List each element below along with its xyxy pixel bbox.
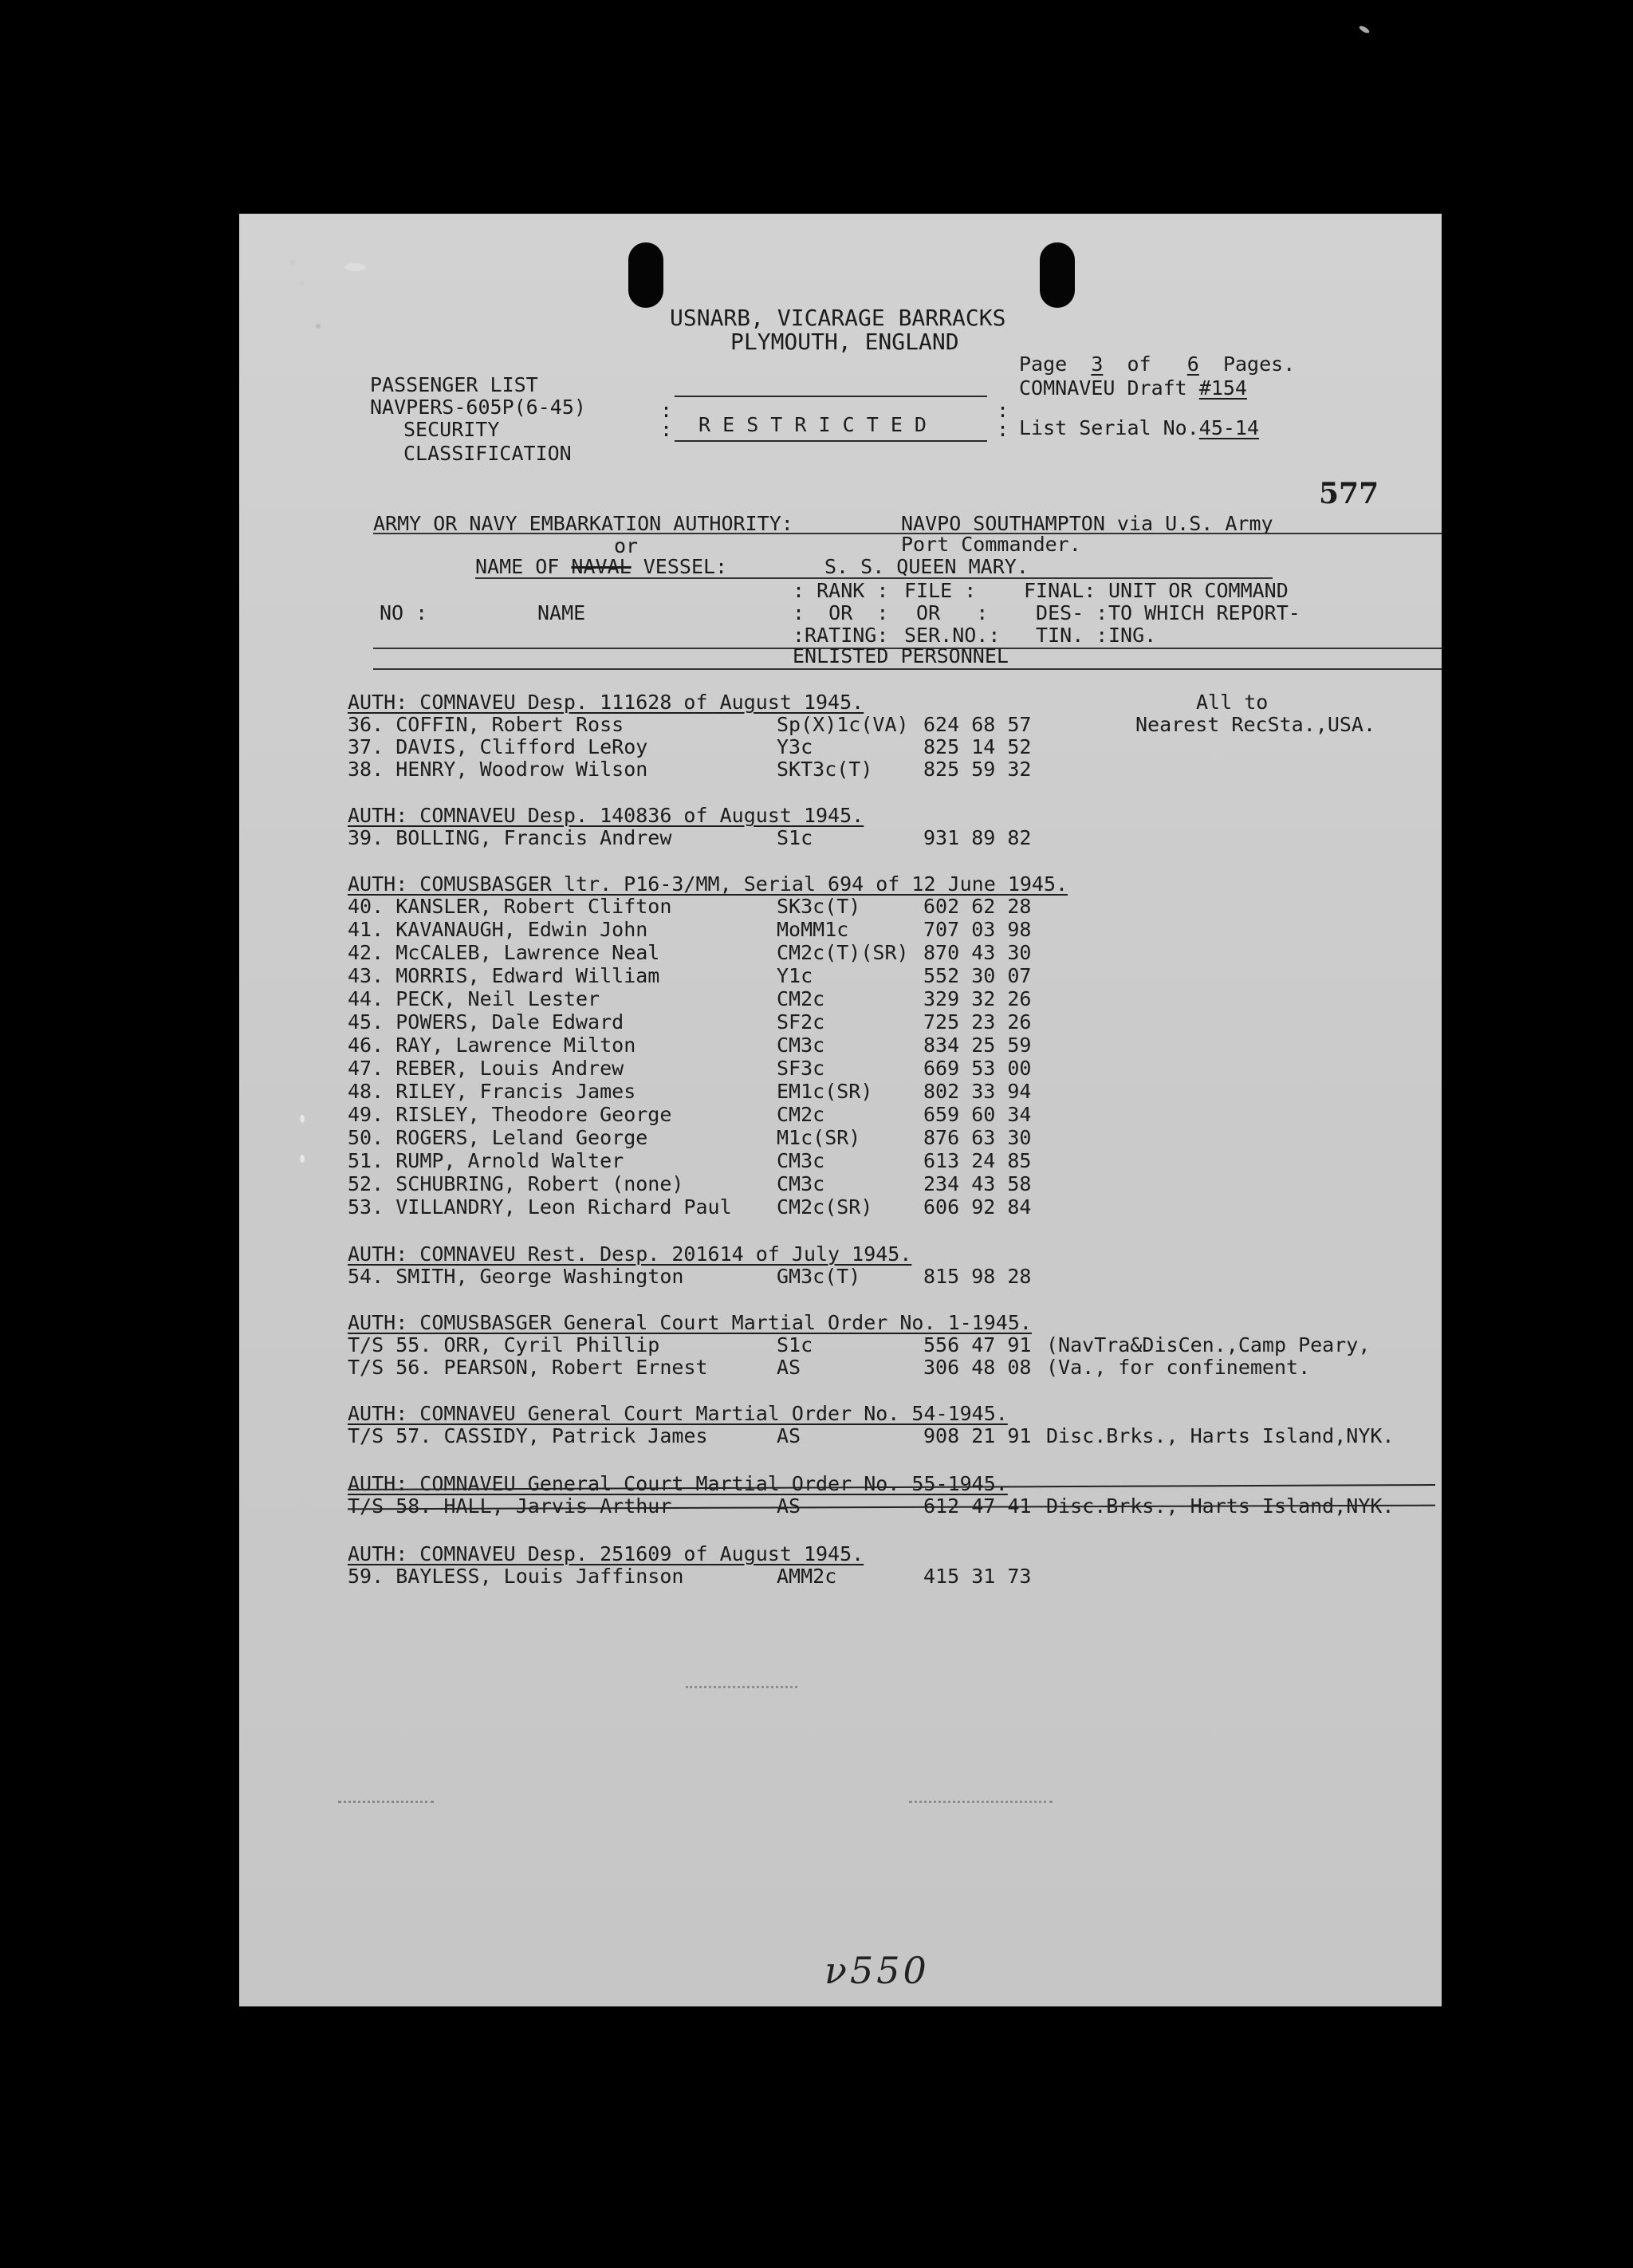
speck bbox=[300, 1155, 305, 1163]
rank-cell: M1c(SR) bbox=[777, 1126, 861, 1149]
personnel-row: 51. RUMP, Arnold Walter bbox=[348, 1149, 624, 1172]
rank-cell: MoMM1c bbox=[777, 918, 849, 941]
rank-cell: GM3c(T) bbox=[777, 1265, 861, 1288]
file-cell: 870 43 30 bbox=[923, 941, 1032, 964]
document-page bbox=[239, 214, 1442, 2006]
vessel-name: S. S. QUEEN MARY. bbox=[824, 555, 1029, 578]
colon: : bbox=[997, 418, 1009, 441]
personnel-row: 52. SCHUBRING, Robert (none) bbox=[348, 1172, 684, 1195]
rank-cell: Y1c bbox=[777, 964, 813, 987]
rank-cell: AS bbox=[777, 1424, 801, 1447]
personnel-row: 44. PECK, Neil Lester bbox=[348, 987, 600, 1010]
auth-line: AUTH: COMNAVEU General Court Martial Order No. 54-1945. bbox=[348, 1402, 1008, 1425]
speck bbox=[290, 260, 295, 265]
file-cell: 613 24 85 bbox=[923, 1149, 1032, 1172]
colon: : bbox=[660, 399, 673, 422]
file-cell: 556 47 91 bbox=[923, 1333, 1032, 1356]
draft-number: COMNAVEU Draft #154 bbox=[1019, 376, 1247, 400]
rank-cell: AMM2c bbox=[777, 1565, 837, 1588]
file-cell: 725 23 26 bbox=[923, 1010, 1032, 1034]
colon: : bbox=[997, 399, 1009, 422]
personnel-row: 40. KANSLER, Robert Clifton bbox=[348, 895, 672, 918]
personnel-row: 43. MORRIS, Edward William bbox=[348, 964, 660, 987]
rank-cell: CM3c bbox=[777, 1149, 825, 1172]
file-cell: 329 32 26 bbox=[923, 987, 1032, 1010]
auth-line: AUTH: COMNAVEU Rest. Desp. 201614 of July 1945. bbox=[348, 1242, 912, 1266]
col-name: NAME bbox=[537, 601, 586, 624]
personnel-row: 42. McCALEB, Lawrence Neal bbox=[348, 941, 660, 964]
rank-cell: CM2c(SR) bbox=[777, 1195, 873, 1219]
list-serial: List Serial No.45-14 bbox=[1019, 416, 1260, 439]
personnel-row: 54. SMITH, George Washington bbox=[348, 1265, 684, 1288]
auth-line: AUTH: COMNAVEU General Court Martial Order No. 55-1945. bbox=[348, 1472, 1008, 1495]
destination-cell: (NavTra&DisCen.,Camp Peary, bbox=[1046, 1333, 1371, 1356]
file-cell: 908 21 91 bbox=[923, 1424, 1032, 1447]
destination-note: All to bbox=[1196, 691, 1269, 714]
authority-label: ARMY OR NAVY EMBARKATION AUTHORITY: bbox=[373, 512, 793, 535]
speck bbox=[1358, 25, 1370, 34]
form-line-3: SECURITY bbox=[403, 418, 500, 441]
vessel-label: NAME OF NAVAL VESSEL: bbox=[475, 555, 728, 578]
rank-cell: SKT3c(T) bbox=[777, 758, 873, 781]
form-line-1: PASSENGER LIST bbox=[370, 373, 538, 396]
auth-line: AUTH: COMUSBASGER ltr. P16-3/MM, Serial 694 of 12 June 1945. bbox=[348, 872, 1068, 896]
handwritten-mark: ν550 bbox=[824, 1949, 930, 1992]
col-no: NO : bbox=[380, 601, 428, 624]
col-unit-2: TO WHICH REPORT- bbox=[1108, 601, 1300, 624]
personnel-row: 36. COFFIN, Robert Ross bbox=[348, 713, 624, 736]
rank-cell: SF2c bbox=[777, 1010, 825, 1034]
rank-cell: CM2c bbox=[777, 1103, 825, 1126]
form-line-2: NAVPERS-605P(6-45) bbox=[370, 396, 586, 419]
destination-cell: Disc.Brks., Harts Island,NYK. bbox=[1046, 1494, 1395, 1518]
punch-hole bbox=[1040, 242, 1075, 308]
auth-line: AUTH: COMNAVEU Desp. 251609 of August 1945. bbox=[348, 1542, 864, 1565]
org-line-2: PLYMOUTH, ENGLAND bbox=[730, 329, 959, 355]
personnel-row: T/S 56. PEARSON, Robert Ernest bbox=[348, 1356, 708, 1379]
punch-hole bbox=[628, 242, 663, 308]
col-unit-3: ING. bbox=[1108, 624, 1157, 647]
file-cell: 624 68 57 bbox=[923, 713, 1032, 736]
personnel-row: 45. POWERS, Dale Edward bbox=[348, 1010, 624, 1034]
rule bbox=[373, 533, 1442, 534]
faint-mark bbox=[338, 1801, 434, 1803]
personnel-row: 49. RISLEY, Theodore George bbox=[348, 1103, 672, 1126]
rank-cell: EM1c(SR) bbox=[777, 1080, 873, 1103]
file-cell: 606 92 84 bbox=[923, 1195, 1032, 1219]
rank-cell: Sp(X)1c(VA) bbox=[777, 713, 909, 736]
personnel-row: 59. BAYLESS, Louis Jaffinson bbox=[348, 1565, 684, 1588]
personnel-row: 53. VILLANDRY, Leon Richard Paul bbox=[348, 1195, 732, 1219]
col-file-1: FILE : bbox=[904, 579, 977, 602]
personnel-row: 38. HENRY, Woodrow Wilson bbox=[348, 758, 648, 781]
org-line-1: USNARB, VICARAGE BARRACKS bbox=[670, 305, 1006, 331]
personnel-row: 39. BOLLING, Francis Andrew bbox=[348, 826, 672, 849]
col-rank-2: : OR : bbox=[793, 601, 889, 624]
rank-cell: Y3c bbox=[777, 735, 813, 758]
file-cell: 612 47 41 bbox=[923, 1494, 1032, 1518]
rank-cell: AS bbox=[777, 1356, 801, 1379]
file-cell: 834 25 59 bbox=[923, 1034, 1032, 1057]
form-line-4: CLASSIFICATION bbox=[403, 442, 572, 465]
file-cell: 931 89 82 bbox=[923, 826, 1032, 849]
rank-cell: AS bbox=[777, 1494, 801, 1518]
speck bbox=[300, 281, 305, 285]
or-label: or bbox=[614, 534, 639, 557]
security-classification: R E S T R I C T E D bbox=[698, 413, 927, 436]
personnel-row: T/S 55. ORR, Cyril Phillip bbox=[348, 1333, 660, 1356]
personnel-row: 37. DAVIS, Clifford LeRoy bbox=[348, 735, 648, 758]
col-final-2: DES- : bbox=[1024, 601, 1108, 624]
file-cell: 802 33 94 bbox=[923, 1080, 1032, 1103]
destination-cell: Disc.Brks., Harts Island,NYK. bbox=[1046, 1424, 1395, 1447]
auth-line: AUTH: COMNAVEU Desp. 140836 of August 1945. bbox=[348, 804, 864, 827]
rule bbox=[675, 396, 987, 397]
file-cell: 415 31 73 bbox=[923, 1565, 1032, 1588]
faint-mark bbox=[909, 1801, 1053, 1803]
col-file-2: OR : bbox=[904, 601, 989, 624]
file-cell: 669 53 00 bbox=[923, 1057, 1032, 1080]
file-cell: 707 03 98 bbox=[923, 918, 1032, 941]
personnel-row: 46. RAY, Lawrence Milton bbox=[348, 1034, 636, 1057]
speck bbox=[300, 1115, 305, 1123]
document-number: 577 bbox=[1319, 477, 1379, 510]
personnel-row: 41. KAVANAUGH, Edwin John bbox=[348, 918, 648, 941]
page-indicator: Page 3 of 6 Pages. bbox=[1019, 352, 1296, 376]
personnel-row: 47. REBER, Louis Andrew bbox=[348, 1057, 624, 1080]
col-final-3: TIN. : bbox=[1024, 624, 1108, 647]
authority-value-1: NAVPO SOUTHAMPTON via U.S. Army bbox=[901, 512, 1273, 535]
file-cell: 825 59 32 bbox=[923, 758, 1032, 781]
file-cell: 552 30 07 bbox=[923, 964, 1032, 987]
rank-cell: CM2c bbox=[777, 987, 825, 1010]
personnel-row: 48. RILEY, Francis James bbox=[348, 1080, 636, 1103]
rank-cell: CM2c(T)(SR) bbox=[777, 941, 909, 964]
destination-note: Nearest RecSta.,USA. bbox=[1135, 713, 1376, 736]
col-rank-1: : RANK : bbox=[793, 579, 889, 602]
speck bbox=[344, 263, 365, 271]
authority-value-2: Port Commander. bbox=[901, 533, 1081, 556]
rule bbox=[373, 668, 1442, 670]
col-final-1: FINAL: bbox=[1024, 579, 1096, 602]
file-cell: 306 48 08 bbox=[923, 1356, 1032, 1379]
file-cell: 234 43 58 bbox=[923, 1172, 1032, 1195]
file-cell: 602 62 28 bbox=[923, 895, 1032, 918]
personnel-row-struck: T/S 58. HALL, Jarvis Arthur bbox=[348, 1494, 672, 1518]
rank-cell: S1c bbox=[777, 1333, 813, 1356]
personnel-row: 50. ROGERS, Leland George bbox=[348, 1126, 648, 1149]
rule bbox=[675, 440, 987, 442]
auth-line: AUTH: COMNAVEU Desp. 111628 of August 1945. bbox=[348, 691, 864, 714]
col-unit-1: UNIT OR COMMAND bbox=[1108, 579, 1289, 602]
speck bbox=[316, 324, 321, 329]
personnel-row: T/S 57. CASSIDY, Patrick James bbox=[348, 1424, 708, 1447]
rank-cell: SK3c(T) bbox=[777, 895, 861, 918]
enlisted-label: ENLISTED PERSONNEL bbox=[793, 644, 1009, 667]
auth-line: AUTH: COMUSBASGER General Court Martial Order No. 1-1945. bbox=[348, 1311, 1032, 1334]
file-cell: 876 63 30 bbox=[923, 1126, 1032, 1149]
rank-cell: S1c bbox=[777, 826, 813, 849]
file-cell: 815 98 28 bbox=[923, 1265, 1032, 1288]
rank-cell: CM3c bbox=[777, 1034, 825, 1057]
rank-cell: CM3c bbox=[777, 1172, 825, 1195]
file-cell: 659 60 34 bbox=[923, 1103, 1032, 1126]
col-file-3: SER.NO.: bbox=[904, 624, 1001, 647]
col-rank-3: :RATING: bbox=[793, 624, 889, 647]
destination-cell: (Va., for confinement. bbox=[1046, 1356, 1311, 1379]
file-cell: 825 14 52 bbox=[923, 735, 1032, 758]
rank-cell: SF3c bbox=[777, 1057, 825, 1080]
faint-mark bbox=[686, 1686, 797, 1688]
colon: : bbox=[660, 418, 673, 441]
